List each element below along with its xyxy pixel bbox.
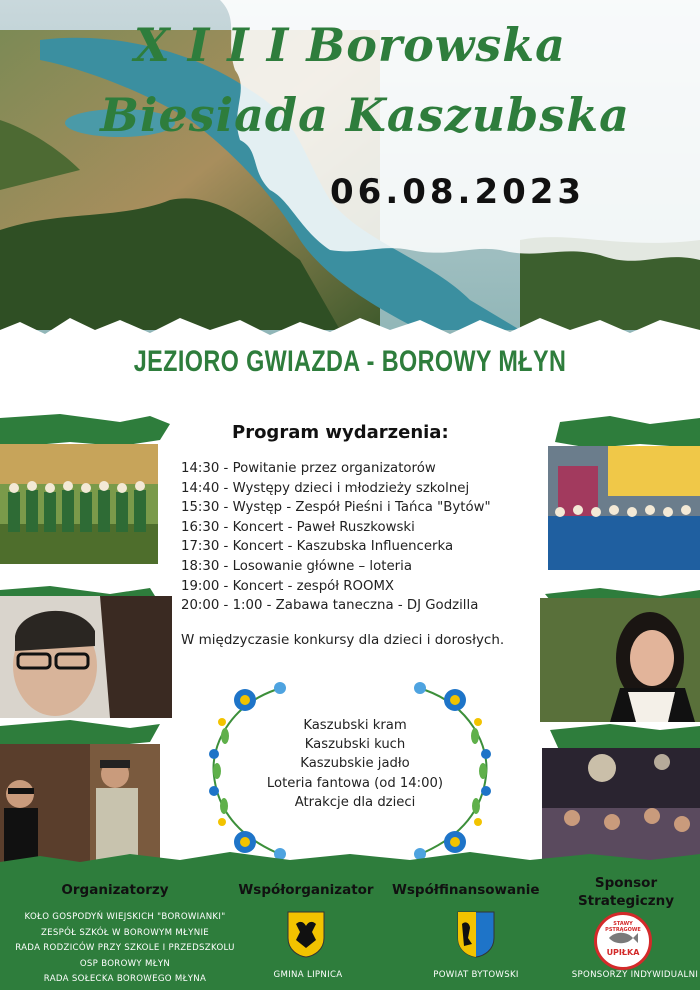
attractions-list <box>220 716 490 812</box>
photo-dance-party <box>542 748 700 862</box>
program-item: 19:00 - Koncert - zespół ROOMX <box>181 578 395 594</box>
event-title-line1: X I I I Borowska <box>134 18 566 72</box>
program-list <box>181 459 491 616</box>
fish-icon <box>607 931 639 945</box>
event-location: JEZIORO GWIAZDA - BOROWY MŁYN <box>133 345 567 378</box>
cofinancing-name: POWIAT BYTOWSKI <box>433 970 519 980</box>
griffin-crest-icon <box>456 910 496 958</box>
sponsors-individual: SPONSORZY INDYWIDUALNI <box>571 970 699 980</box>
sponsor-heading <box>566 874 686 910</box>
photo-guitarist <box>0 596 172 718</box>
fish-logo-icon <box>594 912 652 970</box>
cofinancing-heading: Współfinansowanie <box>392 882 540 898</box>
program-item: 14:40 - Występy dzieci i młodzieży szkolnej <box>181 480 470 496</box>
organizer-item: ZESPÓŁ SZKÓŁ W BOROWYM MŁYNIE <box>40 927 210 938</box>
photo-folk-ensemble <box>548 446 700 570</box>
organizer-item: KOŁO GOSPODYŃ WIEJSKICH "BOROWIANKI" <box>24 912 226 922</box>
organizers-heading: Organizatorzy <box>61 882 169 898</box>
event-date: 06.08.2023 <box>330 172 586 212</box>
meanwhile-note: W międzyczasie konkursy dla dzieci i dorosłych. <box>181 632 505 648</box>
footer <box>0 862 700 990</box>
sponsor-logo-name: UPIŁKA <box>606 948 640 957</box>
attraction-item: Kaszubski kuch <box>304 737 406 753</box>
attraction-item: Atrakcje dla dzieci <box>294 794 416 810</box>
program-item: 15:30 - Występ - Zespół Pieśni i Tańca "Bytów" <box>181 500 491 516</box>
footer-torn-edge <box>0 848 700 868</box>
sponsor-logo-top: STAWY PSTRĄGOWE <box>605 921 641 933</box>
program-item: 18:30 - Losowanie główne – loteria <box>181 558 412 574</box>
sponsor-heading-line1: Sponsor <box>594 875 658 891</box>
attraction-item: Kaszubski kram <box>303 718 407 733</box>
organizer-item: RADA SOŁECKA BOROWEGO MŁYNA <box>43 974 207 984</box>
photo-folk-dancers <box>0 444 158 564</box>
coorganizer-name: GMINA LIPNICA <box>273 970 343 980</box>
sponsor-heading-line2: Strategiczny <box>577 893 675 909</box>
eagle-crest-icon <box>286 910 326 958</box>
attraction-item: Loteria fantowa (od 14:00) <box>266 775 444 791</box>
event-title-line2: Biesiada Kaszubska <box>100 88 630 142</box>
program-item: 17:30 - Koncert - Kaszubska Influencerka <box>181 539 454 555</box>
attraction-item: Kaszubskie jadło <box>300 756 410 772</box>
program-item: 14:30 - Powitanie przez organizatorów <box>181 461 436 476</box>
organizer-item: OSP BOROWY MŁYN <box>79 958 171 969</box>
program-item: 16:30 - Koncert - Paweł Ruszkowski <box>181 519 415 535</box>
program-heading: Program wydarzenia: <box>232 422 449 443</box>
photo-kashubian-influencer <box>540 598 700 722</box>
organizers-list <box>0 910 250 988</box>
photo-band-roomx <box>0 744 160 862</box>
program-item: 20:00 - 1:00 - Zabawa taneczna - DJ Godzilla <box>181 598 479 614</box>
organizer-item: RADA RODZICÓW PRZY SZKOLE I PRZEDSZKOLU <box>15 943 235 953</box>
coorganizer-heading: Współorganizator <box>238 882 374 898</box>
